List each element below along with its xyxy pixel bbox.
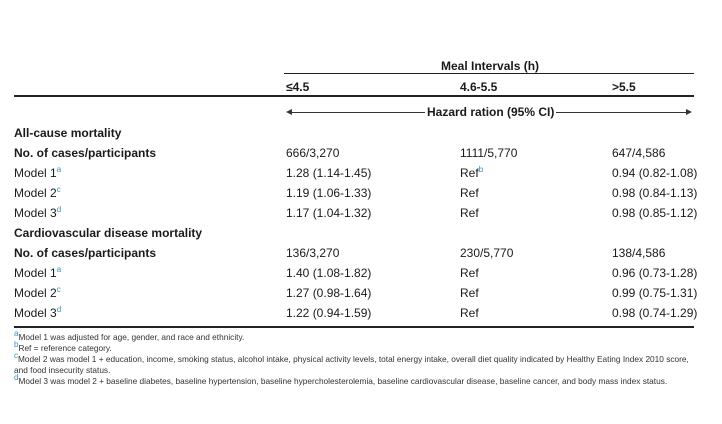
footnote-mark: b [478, 165, 484, 174]
table-cell: 1111/5,770 [460, 146, 518, 160]
table-cell: 666/3,270 [286, 146, 340, 160]
row-label: Model 1$^a$ [14, 165, 62, 180]
table-cell: 0.99 (0.75-1.31) [612, 286, 698, 300]
table-cell: Ref$^b$ [460, 165, 484, 180]
group-header: Meal Intervals (h) [441, 59, 540, 73]
table-cell: 1.22 (0.94-1.59) [286, 306, 372, 320]
table-cell: Ref [460, 206, 479, 220]
row-label: Model 1$^a$ [14, 265, 62, 280]
footnote-mark: c [56, 285, 61, 294]
footnote-mark: a [56, 165, 62, 174]
row-label: Model 2$^c$ [14, 285, 61, 300]
column-header-3: >5.5 [612, 80, 636, 94]
bottom-rule [14, 326, 694, 328]
row-label: No. of cases/participants [14, 146, 157, 160]
table-cell: 0.94 (0.82-1.08) [612, 166, 698, 180]
table-cell: Ref [460, 186, 479, 200]
table-cell: 0.98 (0.85-1.12) [612, 206, 698, 220]
table-cell: 136/3,270 [286, 246, 340, 260]
table-cell: 0.98 (0.74-1.29) [612, 306, 698, 320]
footnote-d: $^d$Model 3 was model 2 + baseline diabetes, baseline hypertension, baseline hypercholesterolemia, baseline cardiovascular disease, baseline cancer, and body mass index status. [14, 373, 668, 386]
section-title-all-cause: All-cause mortality [14, 126, 122, 140]
table-cell: 1.17 (1.04-1.32) [286, 206, 372, 220]
table-cell: 1.19 (1.06-1.33) [286, 186, 372, 200]
table-cell: 1.27 (0.98-1.64) [286, 286, 372, 300]
column-header-1: ≤4.5 [286, 80, 310, 94]
table-cell: 647/4,586 [612, 146, 666, 160]
row-label: No. of cases/participants [14, 246, 157, 260]
footnote-mark: a [56, 265, 62, 274]
arrow-line-left [290, 112, 425, 113]
footnote-mark: d [56, 205, 62, 214]
footnotes [14, 329, 694, 387]
footnote-mark: d [56, 305, 62, 314]
row-label: Model 3$^d$ [14, 205, 62, 220]
hazard-ratio-label: Hazard ration (95% CI) [427, 105, 555, 119]
row-label: Model 2$^c$ [14, 185, 61, 200]
table-cell: Ref [460, 286, 479, 300]
table-cell: Ref [460, 266, 479, 280]
section-title-cvd: Cardiovascular disease mortality [14, 226, 203, 240]
footnote-a: $^a$Model 1 was adjusted for age, gender, and race and ethnicity. [14, 329, 245, 342]
table-cell: 230/5,770 [460, 246, 514, 260]
footnote-mark: c [56, 185, 61, 194]
footnote-c: $^c$Model 2 was model 1 + education, income, smoking status, alcohol intake, physical activity levels, total energy intake, overall diet quality indicated by Healthy Eating Index 2010 score, and food insecurity status. [14, 351, 689, 375]
footnote-b: $^b$Ref = reference category. [14, 340, 112, 353]
group-header-rule [284, 73, 694, 74]
table-cell: 138/4,586 [612, 246, 666, 260]
arrow-right-icon [686, 109, 692, 115]
table-document [14, 0, 698, 424]
table-cell: 0.96 (0.73-1.28) [612, 266, 698, 280]
table-cell: 1.40 (1.08-1.82) [286, 266, 372, 280]
table-cell: 0.98 (0.84-1.13) [612, 186, 698, 200]
header-rule [14, 95, 694, 97]
table-cell: 1.28 (1.14-1.45) [286, 166, 372, 180]
table-cell: Ref [460, 306, 479, 320]
arrow-line-right [556, 112, 688, 113]
row-label: Model 3$^d$ [14, 305, 62, 320]
column-header-2: 4.6-5.5 [460, 80, 498, 94]
